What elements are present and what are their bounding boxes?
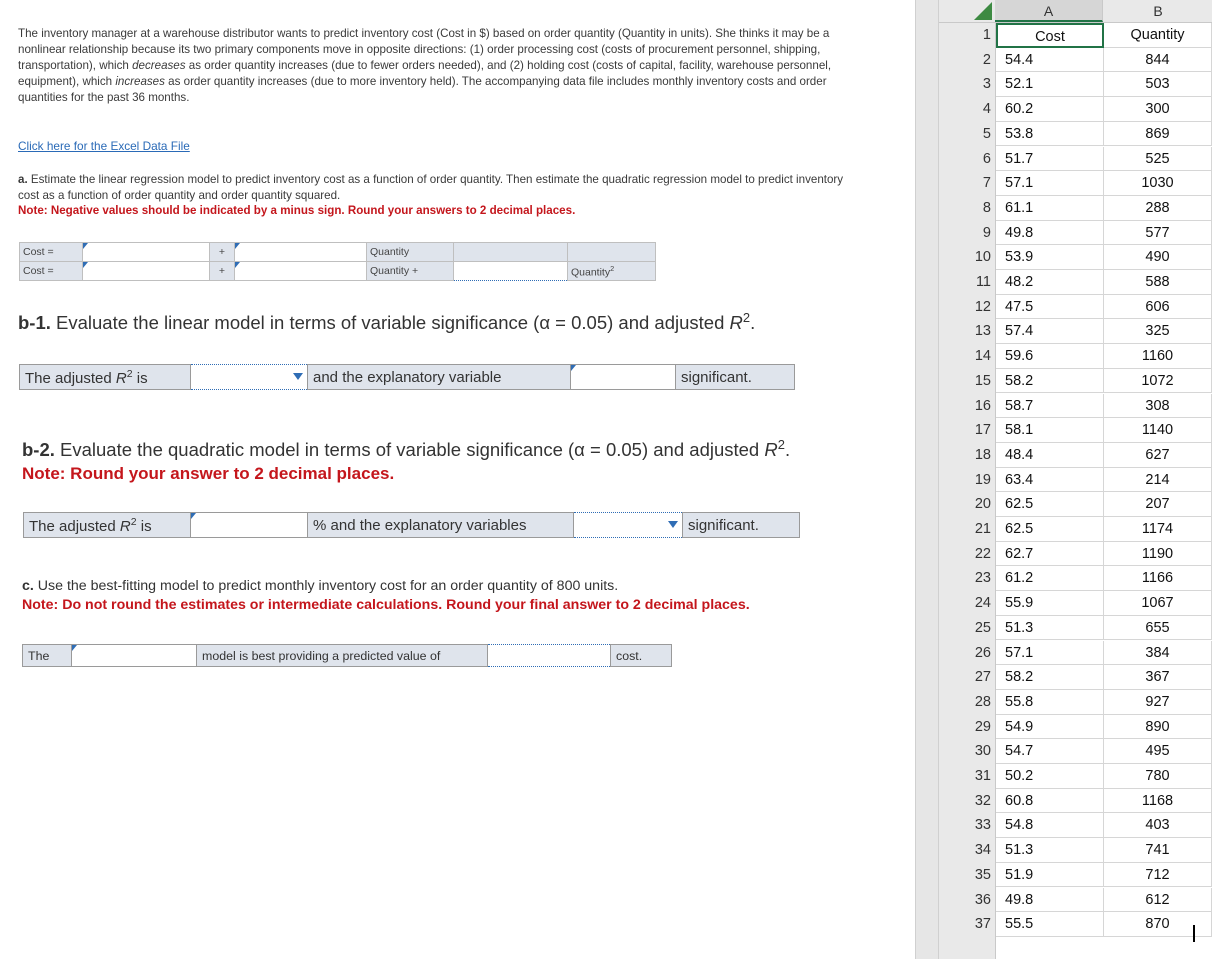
cell-cost[interactable]: 55.9	[996, 591, 1104, 616]
b2-significant-label: significant.	[683, 513, 800, 538]
cell-cost[interactable]: 50.2	[996, 764, 1104, 789]
quadratic-equation-row	[20, 262, 656, 281]
cell-cost[interactable]: 58.1	[996, 418, 1104, 443]
cell-quantity[interactable]: 1140	[1104, 418, 1212, 443]
part-b2-prompt	[22, 433, 790, 485]
b1-answer-sentence	[19, 364, 795, 390]
cell-quantity[interactable]: 1067	[1104, 591, 1212, 616]
select-all-corner-icon[interactable]	[974, 2, 992, 20]
row-number[interactable]: 24	[974, 595, 991, 612]
cell-quantity[interactable]: 1160	[1104, 344, 1212, 369]
b1-explanatory-label: and the explanatory variable	[308, 365, 571, 390]
cell-cost[interactable]: 51.9	[996, 863, 1104, 888]
cell-cost[interactable]: 53.9	[996, 245, 1104, 270]
b1-s1-text: The adjusted	[25, 369, 116, 387]
cell-cost[interactable]: 58.2	[996, 369, 1104, 394]
cell-cost[interactable]: 47.5	[996, 295, 1104, 320]
cell-quantity[interactable]: 741	[1104, 838, 1212, 863]
panel-divider-gutter	[915, 0, 939, 959]
cell-quantity[interactable]: 1166	[1104, 566, 1212, 591]
cell-cost[interactable]: 62.5	[996, 492, 1104, 517]
part-c-text: Use the best-fitting model to predict monthly inventory cost for an order quantity of 800 units.	[33, 578, 619, 594]
row-number[interactable]: 34	[974, 842, 991, 859]
cell-cost[interactable]: 48.2	[996, 270, 1104, 295]
quantity-squared-text: Quantity	[571, 266, 611, 279]
cell-b1-quantity-header[interactable]: Quantity	[1104, 23, 1212, 48]
part-b1-prompt	[18, 310, 755, 334]
cell-cost[interactable]: 61.2	[996, 566, 1104, 591]
question-intro	[18, 26, 848, 106]
intro-emphasis-decreases: decreases	[132, 58, 186, 72]
part-b1-r: R	[729, 312, 743, 334]
cell-cost[interactable]: 57.4	[996, 319, 1104, 344]
linear-equation-row	[20, 243, 656, 262]
cell-cost[interactable]: 58.2	[996, 665, 1104, 690]
eq1-plus: +	[210, 243, 235, 262]
c-the-label: The	[23, 645, 72, 667]
cell-quantity[interactable]: 655	[1104, 616, 1212, 641]
excel-data-file-link[interactable]: Click here for the Excel Data File	[18, 139, 190, 153]
cell-quantity[interactable]: 1174	[1104, 517, 1212, 542]
cell-quantity[interactable]: 367	[1104, 665, 1212, 690]
cell-quantity[interactable]: 384	[1104, 641, 1212, 666]
part-a-note: Note: Negative values should be indicated by a minus sign. Round your answers to 2 decimal places.	[18, 204, 576, 217]
cell-quantity[interactable]: 780	[1104, 764, 1212, 789]
cell-cost[interactable]: 57.1	[996, 171, 1104, 196]
b2-answer-sentence	[23, 512, 800, 538]
cell-quantity[interactable]: 577	[1104, 221, 1212, 246]
row-number[interactable]: 36	[974, 891, 991, 908]
cell-cost[interactable]: 58.7	[996, 394, 1104, 419]
row-number[interactable]: 12	[974, 298, 991, 315]
cell-quantity[interactable]: 606	[1104, 295, 1212, 320]
b2-s1-is: is	[136, 517, 152, 535]
cell-quantity[interactable]: 288	[1104, 196, 1212, 221]
linear-slope-input[interactable]	[235, 243, 367, 262]
cell-quantity[interactable]: 503	[1104, 72, 1212, 97]
part-a-label: a.	[18, 173, 28, 186]
eq1-blank-2	[568, 243, 656, 262]
cell-quantity[interactable]: 490	[1104, 245, 1212, 270]
cell-cost[interactable]: 55.8	[996, 690, 1104, 715]
b1-adjusted-r2-label	[20, 365, 191, 390]
cell-cost[interactable]: 51.3	[996, 616, 1104, 641]
row-number[interactable]: 23	[974, 570, 991, 587]
b2-adjusted-r2-input[interactable]	[191, 513, 308, 538]
cell-quantity[interactable]: 1030	[1104, 171, 1212, 196]
b2-significance-dropdown[interactable]	[574, 513, 683, 538]
b1-significance-input[interactable]	[571, 365, 676, 390]
part-b2-r: R	[764, 439, 778, 461]
b1-significant-label: significant.	[676, 365, 795, 390]
b2-s1-text: The adjusted	[29, 517, 120, 535]
row-number[interactable]: 13	[974, 323, 991, 340]
cell-quantity[interactable]: 525	[1104, 147, 1212, 172]
row-number[interactable]: 19	[974, 471, 991, 488]
row-number[interactable]: 4	[982, 101, 991, 118]
cell-cost[interactable]: 54.7	[996, 739, 1104, 764]
cell-quantity[interactable]: 869	[1104, 122, 1212, 147]
cell-cost[interactable]: 55.5	[996, 912, 1104, 937]
part-b1-label: b-1.	[18, 312, 51, 334]
quantity-squared-exponent: 2	[610, 263, 615, 273]
c-cost-label: cost.	[611, 645, 672, 667]
cell-cost[interactable]: 49.8	[996, 888, 1104, 913]
row-number[interactable]: 25	[974, 619, 991, 636]
row-number[interactable]: 11	[975, 274, 991, 290]
part-c-label: c.	[22, 578, 34, 594]
row-number[interactable]: 15	[974, 372, 991, 389]
cell-quantity[interactable]: 712	[1104, 863, 1212, 888]
row-number[interactable]: 35	[974, 866, 991, 883]
part-b1-period: .	[750, 312, 756, 334]
row-number[interactable]: 3	[982, 76, 991, 93]
column-header-a[interactable]: A	[995, 0, 1103, 22]
intro-text-2: as order quantity increases (due to fewer orders needed), and (2) holding cost (costs of capital, facility, warehouse personnel, equipment), which	[18, 58, 832, 88]
quadratic-intercept-input[interactable]	[83, 262, 210, 281]
cell-quantity[interactable]: 308	[1104, 394, 1212, 419]
cell-quantity[interactable]: 890	[1104, 715, 1212, 740]
b1-s1-r: R	[115, 369, 127, 387]
cell-cost[interactable]: 48.4	[996, 443, 1104, 468]
c-predicted-value-input[interactable]	[488, 645, 611, 667]
b2-s1-exponent: 2	[130, 515, 137, 528]
text-cursor	[1193, 925, 1195, 942]
row-number[interactable]: 9	[982, 224, 991, 241]
quadratic-quantity-coef-input[interactable]	[235, 262, 367, 281]
cell-cost[interactable]: 60.8	[996, 789, 1104, 814]
chevron-down-icon	[668, 521, 678, 528]
cell-quantity[interactable]: 1072	[1104, 369, 1212, 394]
b1-adjusted-r2-dropdown[interactable]	[191, 365, 308, 390]
part-a-text: Estimate the linear regression model to predict inventory cost as a function of order quantity. Then estimate the quadratic regression model to predict inventory cost as a function of order quantity and order quantity squared.	[18, 173, 844, 202]
intro-emphasis-increases: increases	[115, 74, 165, 88]
column-header-b[interactable]: B	[1153, 3, 1163, 19]
cell-quantity[interactable]: 927	[1104, 690, 1212, 715]
row-number[interactable]: 33	[974, 817, 991, 834]
part-b2-label: b-2.	[22, 439, 55, 461]
linear-intercept-input[interactable]	[83, 243, 210, 262]
cell-quantity[interactable]: 1168	[1104, 789, 1212, 814]
cell-quantity[interactable]: 207	[1104, 492, 1212, 517]
cell-cost[interactable]: 57.1	[996, 641, 1104, 666]
cell-cost[interactable]: 54.4	[996, 48, 1104, 73]
cell-cost[interactable]: 62.7	[996, 542, 1104, 567]
intro-text-3: as order quantity increases (due to more inventory held). The accompanying data file includes monthly inventory costs and order quantities for the past 36 months.	[18, 74, 827, 104]
row-number[interactable]: 10	[974, 249, 991, 266]
b1-s1-exponent: 2	[126, 367, 133, 380]
cell-quantity[interactable]: 214	[1104, 468, 1212, 493]
row-number[interactable]: 31	[974, 768, 991, 784]
c-model-best-label: model is best providing a predicted value of	[197, 645, 488, 667]
row-number[interactable]: 28	[974, 693, 991, 710]
row-number[interactable]: 6	[982, 150, 991, 167]
row-number[interactable]: 21	[974, 521, 991, 537]
cell-cost[interactable]: 49.8	[996, 221, 1104, 246]
column-header-bar	[939, 0, 1212, 23]
eq2-quantity-label: Quantity +	[367, 262, 454, 281]
cell-quantity[interactable]: 300	[1104, 97, 1212, 122]
b2-s1-r: R	[119, 517, 131, 535]
cell-cost[interactable]: 61.1	[996, 196, 1104, 221]
row-number[interactable]: 37	[974, 916, 991, 933]
row-number[interactable]: 18	[974, 446, 991, 463]
cell-quantity[interactable]: 870	[1104, 912, 1212, 937]
c-best-model-input[interactable]	[72, 645, 197, 667]
cell-cost[interactable]: 59.6	[996, 344, 1104, 369]
cell-quantity[interactable]: 844	[1104, 48, 1212, 73]
cell-quantity[interactable]: 495	[1104, 739, 1212, 764]
row-number[interactable]: 27	[974, 669, 991, 686]
part-c-prompt	[22, 577, 750, 615]
row-number[interactable]: 26	[974, 644, 991, 661]
part-b2-r-exponent: 2	[777, 437, 785, 452]
chevron-down-icon	[293, 373, 303, 380]
eq1-blank	[454, 243, 568, 262]
part-b2-note: Note: Round your answer to 2 decimal places.	[22, 464, 395, 484]
b2-adjusted-r2-label	[24, 513, 191, 538]
regression-equation-table	[19, 242, 656, 281]
excel-sheet	[939, 0, 1212, 959]
cell-cost[interactable]: 52.1	[996, 72, 1104, 97]
row-number[interactable]: 7	[982, 175, 991, 192]
cell-cost[interactable]: 51.3	[996, 838, 1104, 863]
row-number[interactable]: 8	[982, 199, 991, 216]
eq2-plus: +	[210, 262, 235, 281]
quadratic-squared-coef-input[interactable]	[454, 262, 568, 281]
cell-a1-cost-header[interactable]: Cost	[996, 23, 1104, 48]
cell-quantity[interactable]: 1190	[1104, 542, 1212, 567]
part-b1-text: Evaluate the linear model in terms of variable significance (α = 0.05) and adjusted	[50, 312, 730, 334]
cell-quantity[interactable]: 403	[1104, 813, 1212, 838]
cell-cost[interactable]: 62.5	[996, 517, 1104, 542]
row-number[interactable]: 30	[974, 743, 991, 760]
row-number[interactable]: 2	[982, 51, 991, 68]
row-number[interactable]: 5	[982, 125, 991, 142]
cell-cost[interactable]: 60.2	[996, 97, 1104, 122]
eq1-quantity-label: Quantity	[367, 243, 454, 262]
b1-s1-is: is	[132, 369, 148, 387]
row-number[interactable]: 29	[974, 718, 991, 735]
eq2-quantity-squared-label	[568, 262, 656, 281]
row-number[interactable]: 17	[974, 422, 991, 439]
cell-cost[interactable]: 54.8	[996, 813, 1104, 838]
part-b2-period: .	[784, 439, 791, 461]
cell-cost[interactable]: 54.9	[996, 715, 1104, 740]
cell-cost[interactable]: 53.8	[996, 122, 1104, 147]
cell-quantity[interactable]: 325	[1104, 319, 1212, 344]
cell-cost[interactable]: 51.7	[996, 147, 1104, 172]
row-number[interactable]: 14	[974, 348, 991, 365]
row-number[interactable]: 1	[982, 27, 991, 43]
eq1-cost-label: Cost =	[20, 243, 83, 262]
cell-quantity[interactable]: 612	[1104, 888, 1212, 913]
part-c-note: Note: Do not round the estimates or intermediate calculations. Round your final answer to 2 decimal places.	[22, 597, 750, 613]
row-number[interactable]: 22	[974, 545, 991, 562]
row-number[interactable]: 20	[974, 496, 991, 513]
cell-quantity[interactable]: 588	[1104, 270, 1212, 295]
intro-text-1: The inventory manager at a warehouse distributor wants to predict inventory cost (Cost in $) based on order quantity (Quantity in units). She thinks it may be a nonlinear relationship because its two primary components move in opposite directions: (1) order processing cost (costs of procurement personnel, shipping, transportation), which	[18, 27, 830, 72]
row-number[interactable]: 32	[974, 792, 991, 809]
part-b1-r-exponent: 2	[742, 310, 751, 325]
c-answer-sentence	[22, 644, 672, 667]
b2-explanatory-label: % and the explanatory variables	[308, 513, 574, 538]
eq2-cost-label: Cost =	[20, 262, 83, 281]
cell-quantity[interactable]: 627	[1104, 443, 1212, 468]
row-number[interactable]: 16	[974, 397, 991, 414]
cell-cost[interactable]: 63.4	[996, 468, 1104, 493]
part-a-prompt	[18, 172, 858, 203]
part-b2-text: Evaluate the quadratic model in terms of variable significance (α = 0.05) and adjusted	[54, 439, 765, 461]
